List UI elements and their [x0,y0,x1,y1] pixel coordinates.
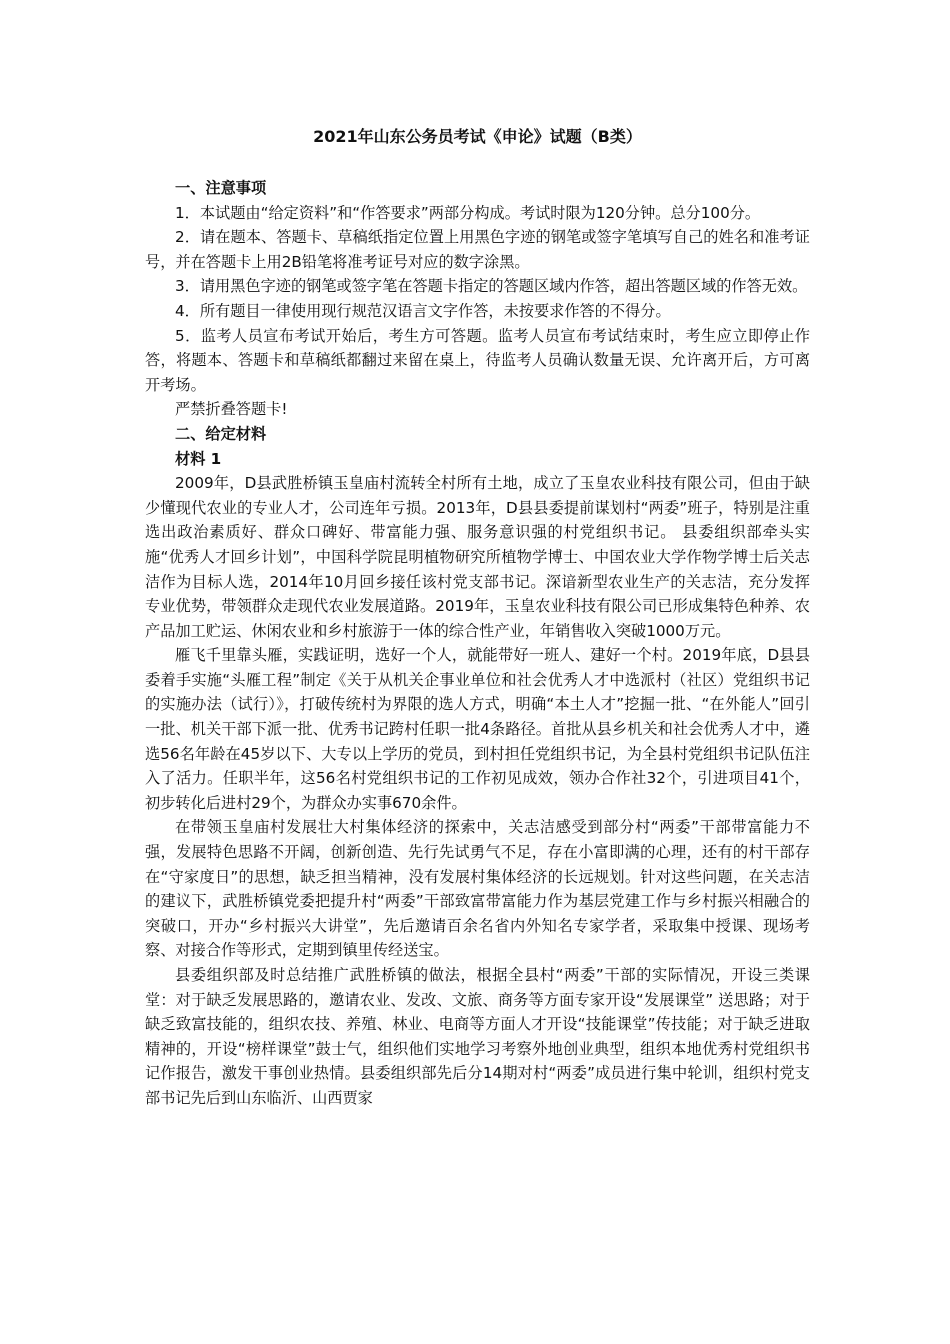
warning-text: 严禁折叠答题卡! [175,400,288,419]
material-1-heading: 材料 1 [175,449,222,468]
section-heading-materials: 二、给定材料 [175,424,267,443]
material-1-paragraph-4: 县委组织部及时总结推广武胜桥镇的做法，根据全县村“两委”干部的实际情况，开设三类课堂：对于缺乏发展思路的，邀请农业、发改、文旅、商务等方面专家开设“发展课堂” 送思路；对于缺乏致富技能的，组织农技、养殖、林业、电商等方面人才开设“技能课堂”传技能；对于缺乏进取精神的，开设“榜样课堂”鼓士气，组织他们实地学习考察外地创业典型，组织本地优秀村党组织书记作报告，激发干事创业热情。县委组织部先后分14期对村“两委”成员进行集中轮训，组织村党支部书记先后到山东临沂、山西贾家 [145,966,810,1107]
note-item-1: 1．本试题由“给定资料”和“作答要求”两部分构成。考试时限为120分钟。总分100分。 [175,203,761,222]
note-item-3: 3．请用黑色字迹的钢笔或签字笔在答题卡指定的答题区域内作答，超出答题区域的作答无效。 [175,277,808,296]
note-item-4: 4．所有题目一律使用现行规范汉语言文字作答，未按要求作答的不得分。 [175,301,671,320]
document-body [145,176,810,1111]
material-1-paragraph-3: 在带领玉皇庙村发展壮大村集体经济的探索中，关志洁感受到部分村“两委”干部带富能力不强，发展特色思路不开阔，创新创造、先行先试勇气不足，存在小富即满的心理，还有的村干部存在“守家度日”的思想，缺乏担当精神，没有发展村集体经济的长远规划。针对这些问题，在关志洁的建议下，武胜桥镇党委把提升村“两委”干部致富带富能力作为基层党建工作与乡村振兴相融合的突破口，开办“乡村振兴大讲堂”，先后邀请百余名省内外知名专家学者，采取集中授课、现场考察、对接合作等形式，定期到镇里传经送宝。 [145,818,810,960]
material-1-paragraph-2: 雁飞千里靠头雁，实践证明，选好一个人，就能带好一班人、建好一个村。2019年底，D县县委着手实施“头雁工程”制定《关于从机关企事业单位和社会优秀人才中选派村（社区）党组织书记的实施办法（试行）》，打破传统村为界限的选人方式，明确“本土人才”挖掘一批、“在外能人”回引一批、机关干部下派一批、优秀书记跨村任职一批4条路径。首批从县乡机关和社会优秀人才中，遴选56名年龄在45岁以下、大专以上学历的党员，到村担任党组织书记，为全县村党组织书记队伍注入了活力。任职半年，这56名村党组织书记的工作初见成效，领办合作社32个，引进项目41个，初步转化后进村29个，为群众办实事670余件。 [145,646,810,812]
note-item-2: 2．请在题本、答题卡、草稿纸指定位置上用黑色字迹的钢笔或签字笔填写自己的姓名和准考证号，并在答题卡上用2B铅笔将准考证号对应的数字涂黑。 [145,228,810,271]
section-heading-notes: 一、注意事项 [175,179,267,197]
material-1-paragraph-1: 2009年，D县武胜桥镇玉皇庙村流转全村所有土地，成立了玉皇农业科技有限公司，但由于缺少懂现代农业的专业人才，公司连年亏损。2013年，D县县委提前谋划村“两委”班子，特别是注重选出政治素质好、群众口碑好、带富能力强、服务意识强的村党组织书记。 县委组织部牵头实施“优秀人才回乡计划”，中国科学院昆明植物研究所植物学博士、中国农业大学作物学博士后关志洁作为目标人选，2014年10月回乡接任该村党支部书记。深谙新型农业生产的关志洁，充分发挥专业优势，带领群众走现代农业发展道路。2019年，玉皇农业科技有限公司已形成集特色种养、农产品加工贮运、休闲农业和乡村旅游于一体的综合性产业，年销售收入突破1000万元。 [145,474,810,640]
page-title: 2021年山东公务员考试《申论》试题（B类） [313,127,642,146]
note-item-5: 5．监考人员宣布考试开始后，考生方可答题。监考人员宣布考试结束时，考生应立即停止作答，将题本、答题卡和草稿纸都翻过来留在桌上，待监考人员确认数量无误、允许离开后，方可离开考场。 [145,326,810,394]
